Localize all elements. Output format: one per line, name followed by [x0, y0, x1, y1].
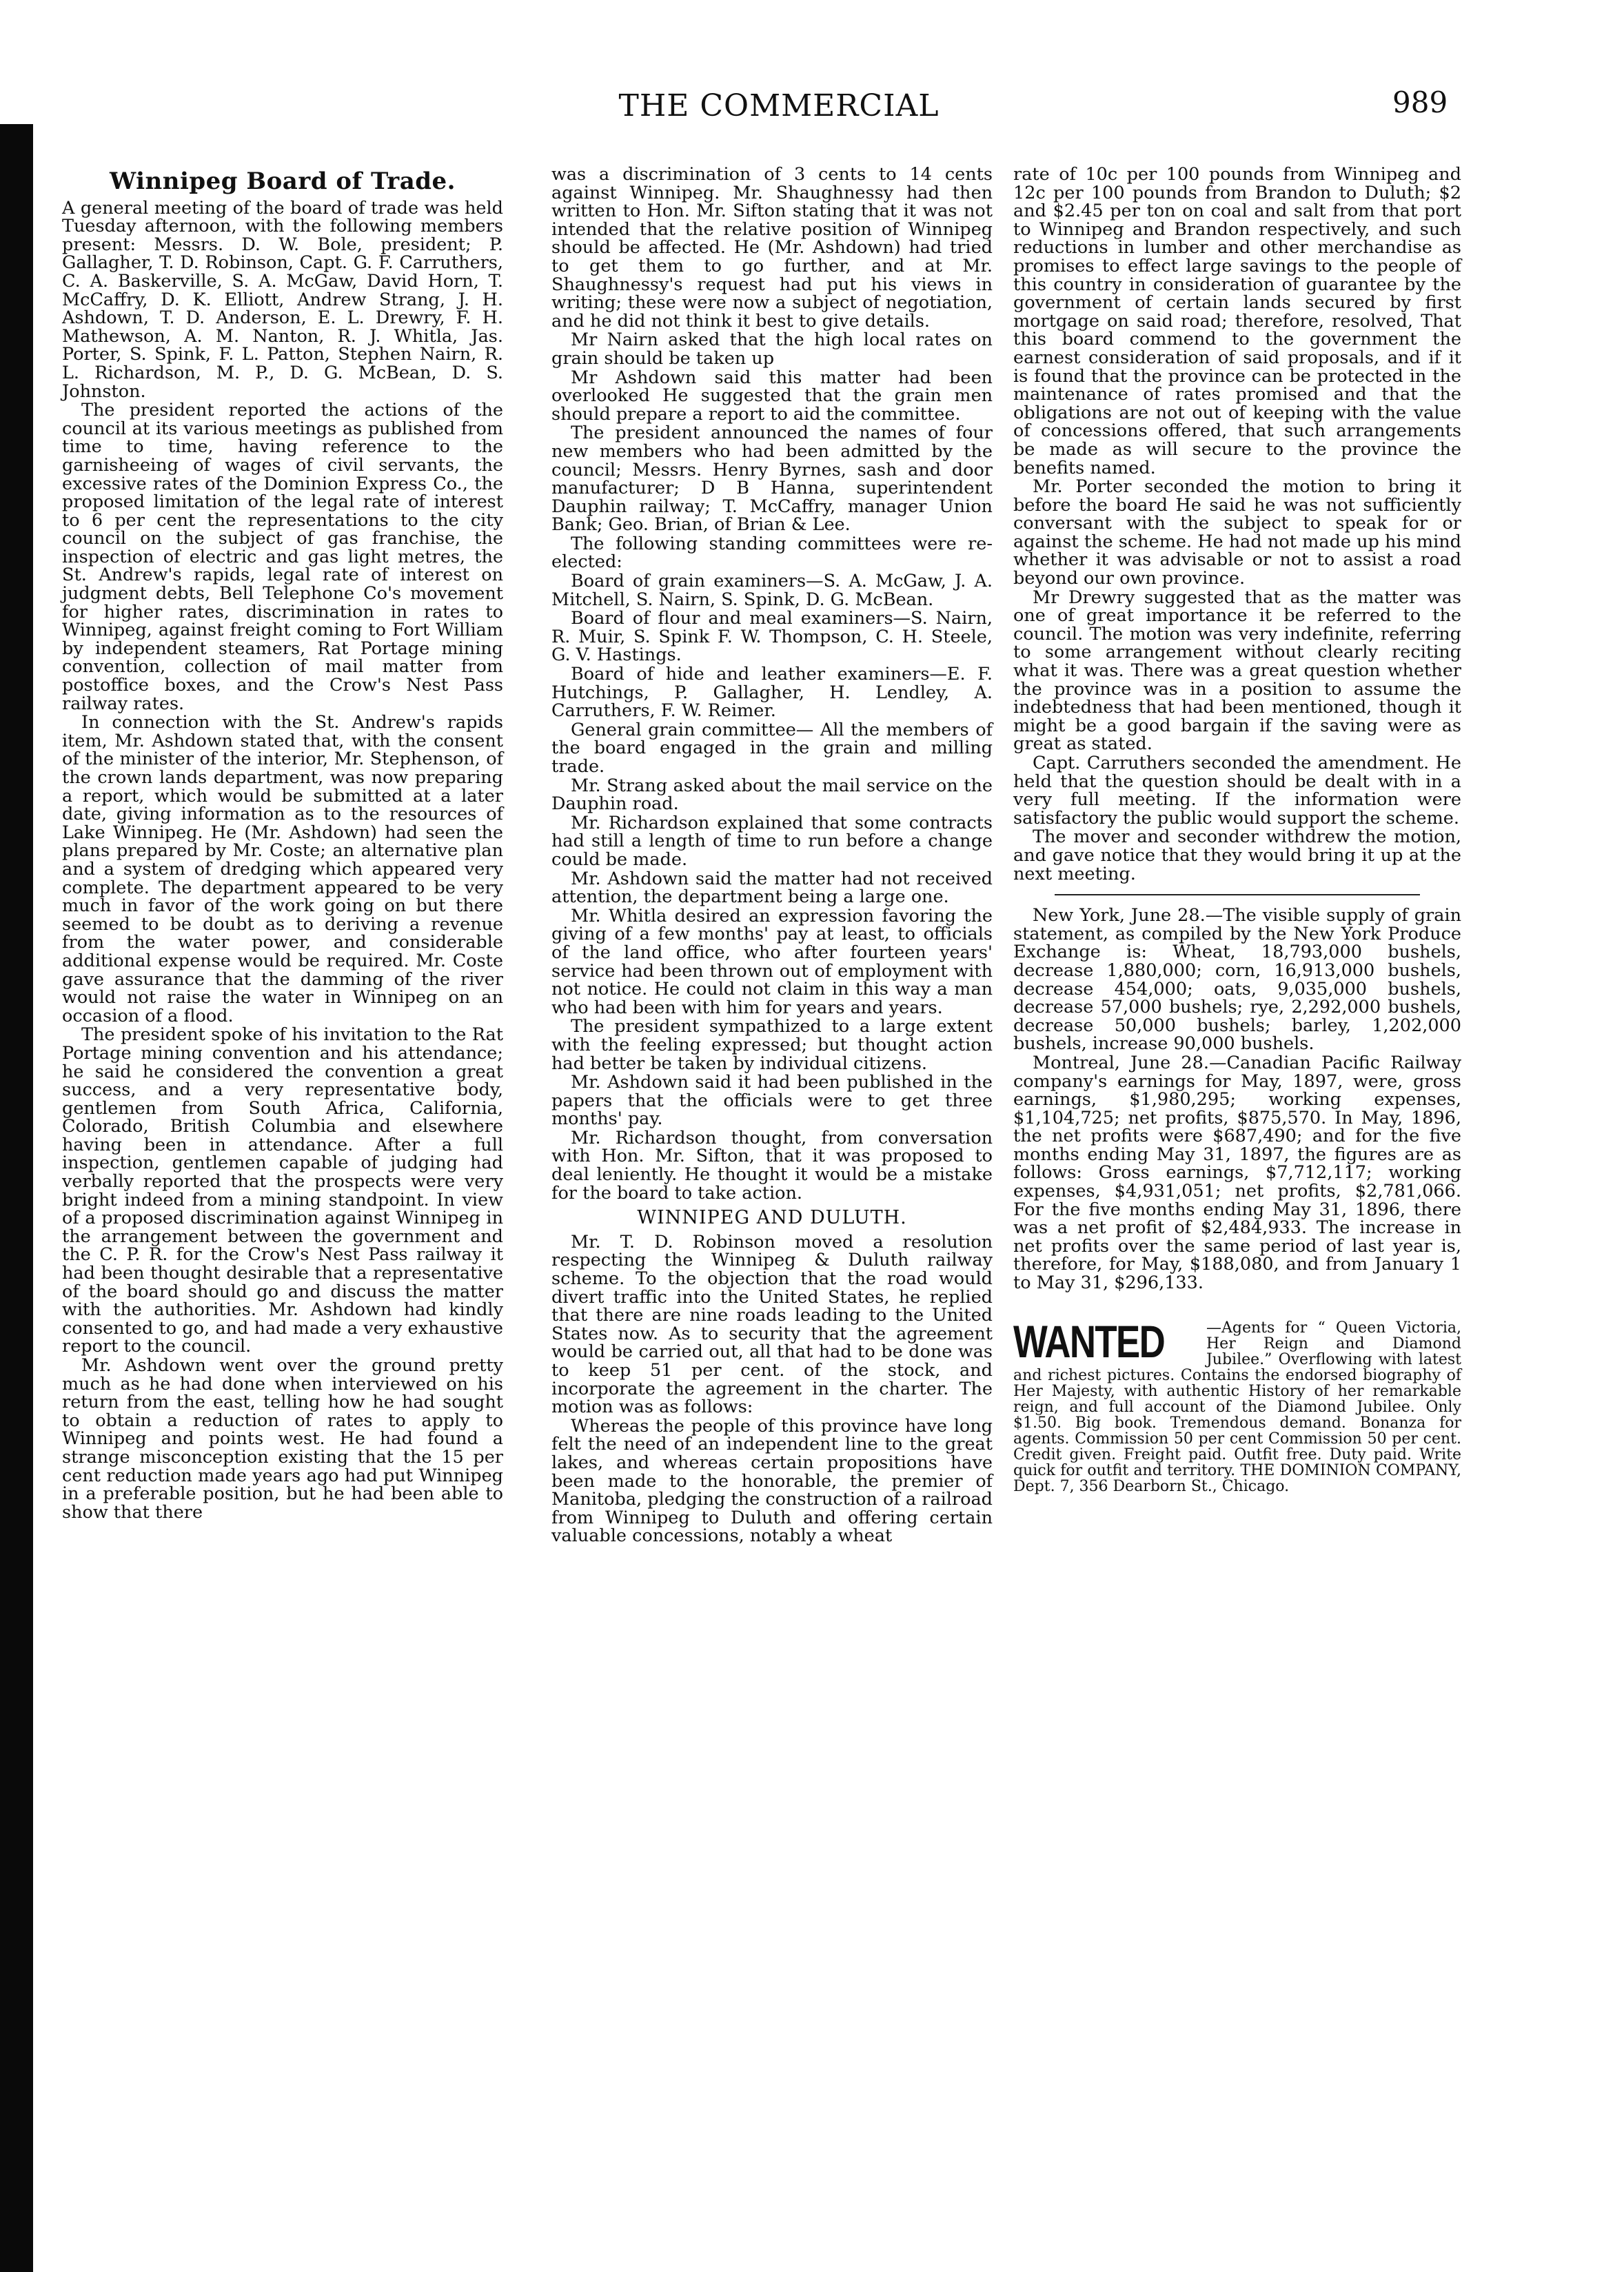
paragraph: Montreal, June 28.—Canadian Pacific Railway company's earnings for May, 1897, were, gross earnings, $1,980,295; working expenses, $1,104,725; net profits, $875,570. In May, 1896, the net profits were $687,490; and for the five months ending May 31, 1897, the figures are as follows: Gross earnings, $7,712,117; working expenses, $4,931,051; net profits, $2,781,066. For the five months ending May 31, 1896, there was a net profit of $2,484,933. The increase in net profits over the same period of last year is, therefore, for May, $188,080, and from January 1 to May 31, $296,133. [1013, 1052, 1461, 1294]
paragraph: Mr. Ashdown said it had been published in the papers that the officials were to get three months' pay. [551, 1072, 993, 1130]
paragraph: Mr. T. D. Robinson moved a resolution respecting the Winnipeg & Duluth railway scheme. To the objection that the road would divert traffic into the United States, he replied that there are nine roads leading to the United States now. As to security that the agreement would be carried out, all that had to be done was to keep 51 per cent. of the stock, and incorporate the agreement in the charter. The motion was as follows: [551, 1231, 993, 1418]
column-divider-rule [1055, 894, 1420, 895]
paragraph: Board of flour and meal examiners—S. Nairn, R. Muir, S. Spink F. W. Thompson, C. H. Steele, G. V. Hastings. [551, 608, 993, 666]
article-title: Winnipeg Board of Trade. [110, 168, 456, 195]
paragraph: rate of 10c per 100 pounds from Winnipeg and 12c per 100 pounds from Brandon to Duluth; $2 and $2.45 per ton on coal and salt from that port to Winnipeg and Brandon respectively, and such reductions in lumber and other merchandise as promises to effect large savings to the people of this country in consideration of guarantee by the government of certain lands secured by first mortgage on said road; therefore, resolved, That this board commend to the government the earnest consideration of said proposals, and if it is found that the province can be protected in the maintenance of rates promised and that the obligations are not out of keeping with the value of concessions offered, that such arrangements be made as will secure to the province the benefits named. [1013, 164, 1461, 478]
ad-headword: WANTED [1013, 1315, 1165, 1367]
paragraph: Mr. Ashdown said the matter had not received attention, the department being a large one. [551, 868, 993, 908]
paragraph: The president announced the names of four new members who had been admitted by the council; Messrs. Henry Byrnes, sash and door manufacturer; D B Hanna, superintendent Dauphin railway; T. McCaffry, manager Union Bank; Geo. Brian, of Brian & Lee. [551, 423, 993, 536]
paragraph: Whereas the people of this province have long felt the need of an independent line to the great lakes, and whereas certain propositions have been made to the honorable, the premier of Manitoba, pledging the construction of a railroad from Winnipeg to Duluth and offering certain valuable concessions, notably a wheat [551, 1415, 993, 1547]
paragraph: The mover and seconder withdrew the motion, and gave notice that they would bring it up at the next meeting. [1013, 826, 1461, 884]
running-head: THE COMMERCIAL [618, 88, 940, 123]
paragraph: Mr. Whitla desired an expression favoring the giving of a few months' pay at least, to officials of the land office, who after fourteen years' service had been thrown out of employment with not notice. He could not claim in this way a man who had been with him for years and years. [551, 905, 993, 1018]
paragraph: was a discrimination of 3 cents to 14 cents against Winnipeg. Mr. Shaughnessy had then written to Hon. Mr. Sifton stating that it was not intended that the relative position of Winnipeg should be affected. He (Mr. Ashdown) had tried to get them to go further, and at Mr. Shaughnessy's request had put his views in writing; these were now a subject of negotiation, and he did not think it best to give details. [551, 164, 993, 332]
paragraph: The following standing committees were re-elected: [551, 533, 993, 573]
paragraph: In connection with the St. Andrew's rapids item, Mr. Ashdown stated that, with the consent of the minister of the interior, Mr. Stephenson, of the crown lands department, was now preparing a report, which would be submitted at a later date, giving information as to the resources of Lake Winnipeg. He (Mr. Ashdown) had seen the plans prepared by Mr. Coste; an alternative plan and a system of dredging which appeared very complete. The department appeared to be very much in favor of the work going on but there seemed to be doubt as to deriving a revenue from the water power, and considerable additional expense would be required. Mr. Coste gave assurance that the damming of the river would not raise the water in Winnipeg on an occasion of a flood. [62, 712, 503, 1026]
paragraph: Mr. Strang asked about the mail service on the Dauphin road. [551, 775, 993, 815]
paragraph: New York, June 28.—The visible supply of grain statement, as compiled by the New York Produce Exchange is: Wheat, 18,793,000 bushels, decrease 1,880,000; corn, 16,913,000 bushels, decrease 454,000; oats, 9,035,000 bushels, decrease 57,000 bushels; rye, 2,292,000 bushels, decrease 50,000 bushels; barley, 1,202,000 bushels, increase 90,000 bushels. [1013, 905, 1461, 1055]
paragraph: Mr Nairn asked that the high local rates on grain should be taken up [551, 329, 993, 369]
column-2 [551, 165, 993, 1546]
paragraph: Mr. Richardson explained that some contracts had still a length of time to run before a change could be made. [551, 812, 993, 870]
page-number: 989 [1392, 85, 1448, 119]
paragraph: Capt. Carruthers seconded the amendment. He held that the question should be dealt with in a very full meeting. If the information were satisfactory the public would support the scheme. [1013, 753, 1461, 829]
paragraph: Mr. Ashdown went over the ground pretty much as he had done when interviewed on his return from the east, telling how he had sought to obtain a reduction of rates to apply to Winnipeg and points west. He had found a strange misconception existing that the 15 per cent reduction made years ago had put Winnipeg in a preferable position, but he had been able to show that there [62, 1355, 503, 1523]
column-3 [1013, 165, 1461, 1494]
ad-text: —Agents for “ Queen Victoria, Her Reign and Diamond Jubilee.” Overflowing with latest and richest pictures. Contains the endorsed biography of Her Majesty, with authentic History of her remarkable reign, and full account of the Diamond Jubilee. Only $1.50. Big book. Tremendous demand. Bonanza for agents. Commission 50 per cent Commission 50 per cent. Credit given. Freight paid. Outfit free. Duty paid. Write quick for outfit and territory. THE DOMINION COMPANY, Dept. 7, 356 Dearborn St., Chicago. [1013, 1319, 1461, 1495]
column-1 [62, 165, 503, 1522]
paragraph: Mr Ashdown said this matter had been overlooked He suggested that the grain men should prepare a report to aid the committee. [551, 367, 993, 425]
paragraph: Mr. Porter seconded the motion to bring it before the board He said he was not sufficiently conversant with the subject to speak for or against the scheme. He had not made up his mind whether it was advisable or not to assist a road beyond our own province. [1013, 476, 1461, 589]
section-subhead: WINNIPEG AND DULUTH. [637, 1207, 907, 1229]
paragraph: The president sympathized to a large extent with the feeling expressed; but thought action had better be taken by individual citizens. [551, 1016, 993, 1074]
binding-edge-shadow [0, 124, 33, 2272]
wanted-advertisement [1013, 1315, 1461, 1495]
paragraph: General grain committee— All the members of the board engaged in the grain and milling trade. [551, 719, 993, 777]
paragraph: A general meeting of the board of trade was held Tuesday afternoon, with the following members present: Messrs. D. W. Bole, president; P. Gallagher, T. D. Robinson, Capt. G. F. Carruthers, C. A. Baskerville, S. A. McGaw, David Horn, T. McCaffry, D. K. Elliott, Andrew Strang, J. H. Ashdown, T. D. Anderson, E. L. Drewry, F. H. Mathewson, A. M. Nanton, R. J. Whitla, Jas. Porter, S. Spink, F. L. Patton, Stephen Nairn, R. L. Richardson, M. P., D. G. McBean, D. S. Johnston. [62, 197, 503, 402]
paragraph: The president reported the actions of the council at its various meetings as published from time to time, having reference to the garnisheeing of wages of civil servants, the excessive rates of the Dominion Express Co., the proposed limitation of the legal rate of interest to 6 per cent the representations to the city council on the subject of gas franchise, the inspection of electric and gas light metres, the St. Andrew's rapids, legal rate of interest on judgment debts, Bell Telephone Co's movement for higher rates, discrimination in rates to Winnipeg, against freight coming to Fort William by independent steamers, Rat Portage mining convention, collection of mail matter from postoffice boxes, and the Crow's Nest Pass railway rates. [62, 400, 503, 714]
paragraph: Mr Drewry suggested that as the matter was one of great importance it be referred to the council. The motion was very indefinite, referring to some arrangement without clearly reciting what it was. There was a great question whether the province was in a position to assume the indebtedness that had been mentioned, though it might be a good bargain if the saving were as great as stated. [1013, 587, 1461, 755]
paragraph: The president spoke of his invitation to the Rat Portage mining convention and his attendance; he said he considered the convention a great success, and a very representative body, gentlemen from South Africa, California, Colorado, British Columbia and elsewhere having been in attendance. After a full inspection, gentlemen capable of judging had verbally reported that the prospects were very bright indeed from a mining standpoint. In view of a proposed discrimination against Winnipeg in the arrangement between the government and the C. P. R. for the Crow's Nest Pass railway it had been thought desirable that a representative of the board should go and discuss the matter with the authorities. Mr. Ashdown had kindly consented to go, and had made a very exhaustive report to the council. [62, 1024, 503, 1357]
paragraph: Board of grain examiners—S. A. McGaw, J. A. Mitchell, S. Nairn, S. Spink, D. G. McBean. [551, 571, 993, 610]
paragraph: Mr. Richardson thought, from conversation with Hon. Mr. Sifton, that it was proposed to deal leniently. He thought it would be a mistake for the board to take action. [551, 1127, 993, 1204]
paragraph: Board of hide and leather examiners—E. F. Hutchings, P. Gallagher, H. Lendley, A. Carruthers, F. W. Reimer. [551, 664, 993, 722]
